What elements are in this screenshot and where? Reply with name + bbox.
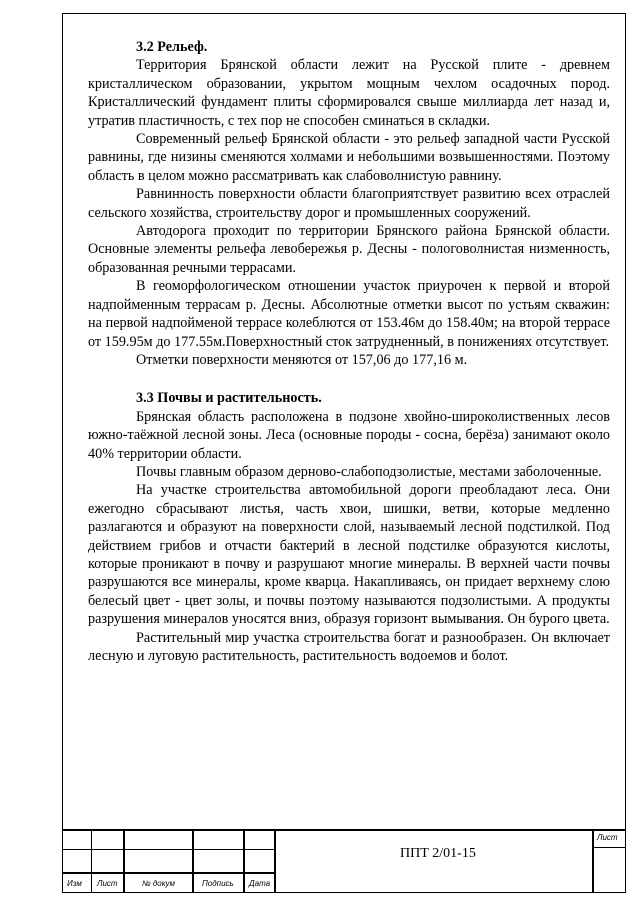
paragraph: Современный рельеф Брянской области - это рельеф западной части Русской равнины, где низины сменяются холмами и небольшими возвышенностями. Поэтому область в целом можно рассматривать как слабоволнистую равнину. <box>88 131 610 184</box>
paragraph: Равнинность поверхности области благоприятствует развитию всех отраслей сельского хозяйства, строительству дорог и промышленных сооружений. <box>88 186 610 221</box>
section-soils <box>88 389 610 665</box>
paragraph: Отметки поверхности меняются от 157,06 до 177,16 м. <box>136 351 468 368</box>
stamp-label-doc: № докум <box>142 879 176 888</box>
stamp-label-date: Дата <box>249 879 271 888</box>
title-block-stamp <box>62 829 626 893</box>
paragraph: В геоморфологическом отношении участок приурочен к первой и второй надпойменным террасам р. Десны. Абсолютные отметки высот по устьям скважин: на первой надпойменой террасе колеблются от 153.46м до 158.40м; на второй террасе от 159.95м до 177.55м.Поверхностный сток затрудненный, в понижениях отсутствует. <box>88 278 610 350</box>
section-relief <box>88 38 610 369</box>
stamp-label-izm: Изм <box>67 879 82 888</box>
stamp-label-list: Лист <box>97 879 118 888</box>
paragraph: Почвы главным образом дерново-слабоподзолистые, местами заболоченные. <box>136 463 602 480</box>
section-heading: 3.2 Рельеф. <box>136 39 208 55</box>
document-code: ППТ 2/01-15 <box>400 846 476 861</box>
paragraph: Территория Брянской области лежит на Русской плите - древнем кристаллическом образовании, укрытом мощным чехлом осадочных пород. Кристаллический фундамент плиты сформировался свыше миллиарда лет назад и, утратив пластичность, с тех пор не способен сминаться в складки. <box>88 57 610 129</box>
section-heading: 3.3 Почвы и растительность. <box>136 390 322 407</box>
paragraph: Автодорога проходит по территории Брянского района Брянской области. Основные элементы рельефа левобережья р. Десны - пологоволнистая низменность, образованная речными террасами. <box>88 223 610 276</box>
paragraph: Растительный мир участка строительства богат и разнообразен. Он включает лесную и луговую растительность, растительность водоемов и болот. <box>88 629 610 664</box>
stamp-label-sheet: Лист <box>597 833 618 842</box>
paragraph: Брянская область расположена в подзоне хвойно-широколиственных лесов южно-таёжной лесной зоны. Леса (основные породы - сосна, берёза) занимают около 40% территории области. <box>88 408 610 462</box>
document-body <box>88 38 610 665</box>
stamp-label-sign: Подпись <box>202 879 234 888</box>
paragraph: На участке строительства автомобильной дороги преобладают леса. Они ежегодно сбрасывают листья, часть хвои, шишки, ветви, которые медленно разлагаются и образуют на поверхности слой, называемый лесной подстилкой. Под действием грибов и отчасти бактерий в лесной подстилке образуются кислоты, которые проникают в почву и разрушают многие минералы. В верхней части почвы разрушаются все минералы, кроме кварца. Накапливаясь, он придает верхнему слою белесый цвет - цвет золы, и почвы поэтому называются подзолистыми. А продукты разрушения минералов уносятся вниз, образуя горизонт вымывания. Он бурого цвета. <box>88 482 610 628</box>
